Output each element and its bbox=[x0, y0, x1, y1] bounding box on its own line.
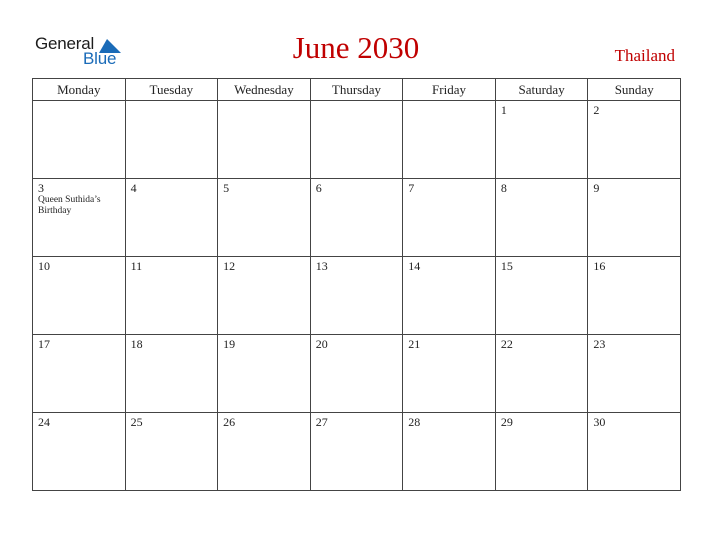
day-number: 28 bbox=[408, 415, 421, 429]
day-cell bbox=[310, 335, 403, 413]
day-cell bbox=[495, 335, 588, 413]
day-number: 20 bbox=[315, 337, 328, 351]
weekday-header-row bbox=[33, 79, 681, 101]
day-number: 25 bbox=[130, 415, 143, 429]
day-number: 8 bbox=[500, 181, 507, 195]
day-number: 24 bbox=[38, 415, 50, 429]
week-row bbox=[33, 413, 681, 491]
weekday-header: Monday bbox=[33, 79, 126, 101]
day-cell bbox=[218, 413, 311, 491]
day-cell bbox=[125, 179, 218, 257]
weekday-header: Wednesday bbox=[218, 79, 311, 101]
day-cell bbox=[125, 257, 218, 335]
day-number: 18 bbox=[130, 337, 143, 351]
day-number: 26 bbox=[223, 415, 236, 429]
day-cell bbox=[33, 101, 126, 179]
day-number bbox=[33, 101, 125, 103]
day-cell bbox=[495, 101, 588, 179]
day-cell bbox=[403, 257, 496, 335]
day-cell bbox=[33, 413, 126, 491]
day-number: 15 bbox=[500, 259, 513, 273]
day-cell bbox=[495, 413, 588, 491]
day-number: 29 bbox=[500, 415, 513, 429]
week-row bbox=[33, 335, 681, 413]
weekday-header: Saturday bbox=[495, 79, 588, 101]
calendar-title: June 2030 bbox=[292, 30, 420, 65]
day-number: 19 bbox=[223, 337, 236, 351]
day-cell bbox=[125, 101, 218, 179]
day-number: 30 bbox=[593, 415, 606, 429]
day-cell bbox=[125, 413, 218, 491]
day-cell bbox=[218, 101, 311, 179]
day-number: 22 bbox=[500, 337, 513, 351]
country-label: Thailand bbox=[614, 46, 675, 65]
day-number: 16 bbox=[593, 259, 606, 273]
day-cell bbox=[218, 179, 311, 257]
day-number: 10 bbox=[38, 259, 50, 273]
day-number: 11 bbox=[130, 259, 143, 273]
day-number: 23 bbox=[593, 337, 606, 351]
day-number bbox=[218, 101, 310, 103]
day-cell bbox=[588, 257, 681, 335]
day-cell bbox=[218, 335, 311, 413]
holiday-label: Queen Suthida’s Birthday bbox=[38, 195, 101, 216]
day-number bbox=[311, 101, 403, 103]
day-number: 6 bbox=[315, 181, 322, 195]
day-cell bbox=[310, 257, 403, 335]
day-cell bbox=[403, 413, 496, 491]
day-number: 2 bbox=[593, 103, 600, 117]
day-cell bbox=[403, 179, 496, 257]
day-number: 17 bbox=[38, 337, 50, 351]
day-cell bbox=[33, 257, 126, 335]
day-number: 27 bbox=[315, 415, 328, 429]
day-cell bbox=[588, 101, 681, 179]
day-cell bbox=[495, 257, 588, 335]
day-number: 9 bbox=[593, 181, 600, 195]
day-cell bbox=[588, 335, 681, 413]
day-cell bbox=[125, 335, 218, 413]
weekday-header: Friday bbox=[403, 79, 496, 101]
day-number: 1 bbox=[500, 103, 507, 117]
day-number: 5 bbox=[223, 181, 230, 195]
day-cell bbox=[310, 179, 403, 257]
week-row bbox=[33, 257, 681, 335]
day-cell bbox=[403, 101, 496, 179]
day-number bbox=[403, 101, 495, 103]
day-cell bbox=[310, 413, 403, 491]
day-cell bbox=[495, 179, 588, 257]
day-cell bbox=[588, 179, 681, 257]
day-number: 12 bbox=[223, 259, 236, 273]
day-cell bbox=[218, 257, 311, 335]
weekday-header: Thursday bbox=[310, 79, 403, 101]
day-number bbox=[126, 101, 218, 103]
day-cell bbox=[588, 413, 681, 491]
calendar-grid bbox=[32, 78, 681, 491]
day-cell bbox=[310, 101, 403, 179]
day-number: 13 bbox=[315, 259, 328, 273]
day-number: 21 bbox=[408, 337, 421, 351]
week-row bbox=[33, 179, 681, 257]
day-cell bbox=[33, 179, 126, 257]
week-row bbox=[33, 101, 681, 179]
day-number: 3 bbox=[38, 181, 44, 195]
day-cell bbox=[33, 335, 126, 413]
logo-text-blue: Blue bbox=[83, 49, 117, 68]
weekday-header: Sunday bbox=[588, 79, 681, 101]
weekday-header: Tuesday bbox=[125, 79, 218, 101]
day-cell bbox=[403, 335, 496, 413]
day-number: 14 bbox=[408, 259, 421, 273]
day-number: 4 bbox=[130, 181, 137, 195]
day-number: 7 bbox=[408, 181, 415, 195]
logo-text-general: General bbox=[35, 34, 95, 53]
